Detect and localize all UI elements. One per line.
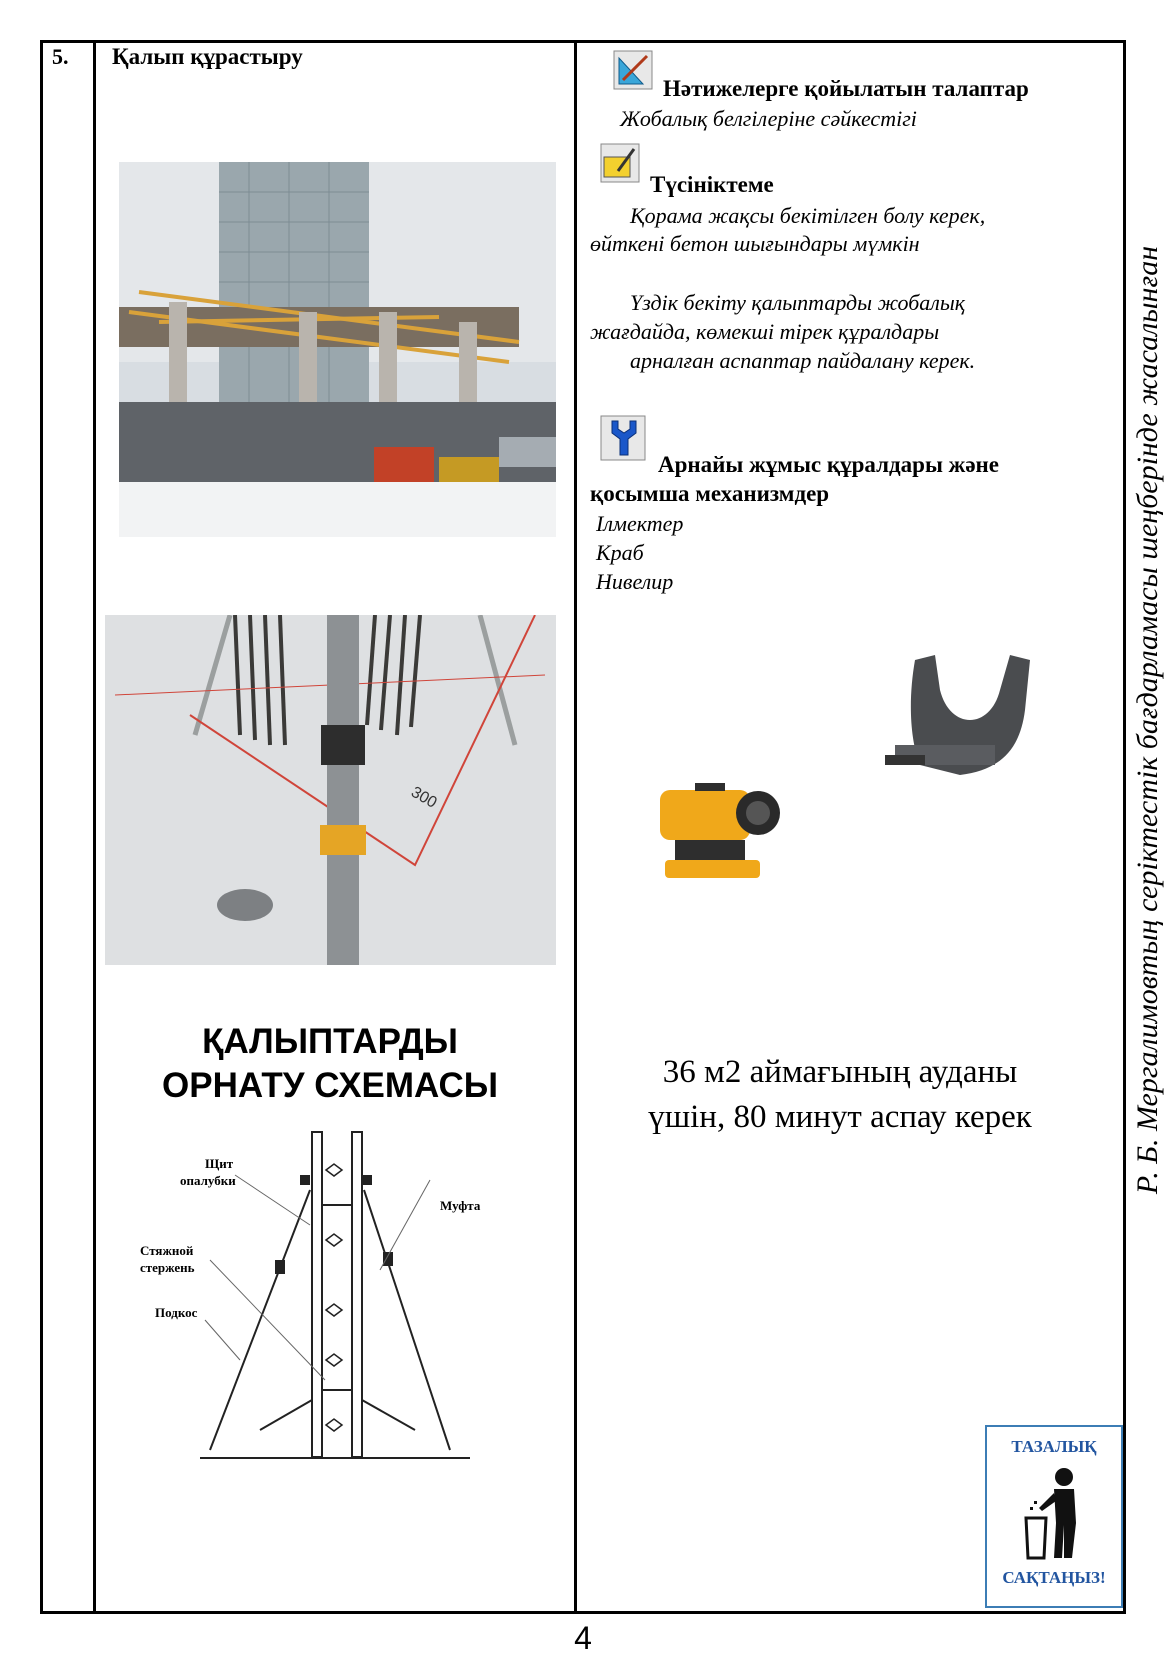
explanation-p2-line3: арналған аспаптар пайдалану керек.: [630, 348, 976, 373]
norm-line2: үшін, 80 минут аспау керек: [648, 1099, 1032, 1135]
requirements-heading: Нәтижелерге қойылатын талаптар: [663, 76, 1029, 101]
formwork-schema-diagram: [140, 1130, 500, 1470]
dimension-label: 300: [408, 783, 440, 812]
tool-item: Ілмектер: [596, 511, 684, 536]
column-divider-1: [93, 40, 96, 1614]
schema-title-line1: ҚАЛЫПТАРДЫ: [202, 1022, 458, 1061]
schema-label-brace: Подкос: [155, 1305, 198, 1320]
requirements-text: Жобалық белгілеріне сәйкестігі: [620, 106, 917, 131]
schema-label-rod-2: стержень: [140, 1260, 195, 1275]
column-divider-2: [574, 40, 577, 1614]
explanation-p2-line2: жағдайда, көмекші тірек құралдары: [590, 319, 940, 344]
schema-label-coupling: Муфта: [440, 1198, 481, 1213]
wrench-icon: [600, 415, 646, 461]
explanation-heading: Түсініктеме: [650, 172, 774, 197]
step-number: 5.: [52, 44, 69, 69]
explanation-p1-line2: өйткені бетон шығындары мүмкін: [590, 231, 920, 256]
step-title: Қалып құрастыру: [112, 44, 303, 69]
schema-label-shield-1: Щит: [205, 1156, 234, 1171]
side-credit-text: Р. Б. Мергалимовтың серіктестік бағдарламасы шеңберінде жасалынған: [1131, 245, 1164, 1195]
tool-item: Краб: [596, 540, 644, 565]
level-instrument-image: [650, 775, 790, 895]
explanation-p1-line1: Қорама жақсы бекітілген болу керек,: [630, 203, 986, 228]
trash-person-icon: [1004, 1463, 1104, 1563]
sign-bottom-text: САҚТАҢЫЗ!: [1002, 1568, 1106, 1587]
schema-label-rod-1: Стяжной: [140, 1243, 194, 1258]
page-number: 4: [574, 1620, 592, 1656]
tools-heading-line2: қосымша механизмдер: [590, 481, 830, 506]
sign-top-text: ТАЗАЛЫҚ: [1011, 1437, 1097, 1456]
schema-label-shield-2: опалубки: [180, 1173, 236, 1188]
cleanliness-sign: [985, 1425, 1123, 1608]
construction-photo: [119, 162, 556, 537]
edit-note-icon: [600, 143, 640, 183]
explanation-p2-line1: Үздік бекіту қалыптарды жобалық: [630, 290, 966, 315]
norm-line1: 36 м2 аймағының ауданы: [662, 1054, 1018, 1090]
crab-clamp-image: [880, 650, 1055, 800]
ruler-triangle-icon: [613, 50, 653, 90]
tool-item: Нивелир: [596, 569, 674, 594]
formwork-marking-photo: [105, 615, 556, 965]
tools-heading-line1: Арнайы жұмыс құралдары және: [658, 452, 1000, 477]
schema-title-line2: ОРНАТУ СХЕМАСЫ: [162, 1066, 498, 1105]
